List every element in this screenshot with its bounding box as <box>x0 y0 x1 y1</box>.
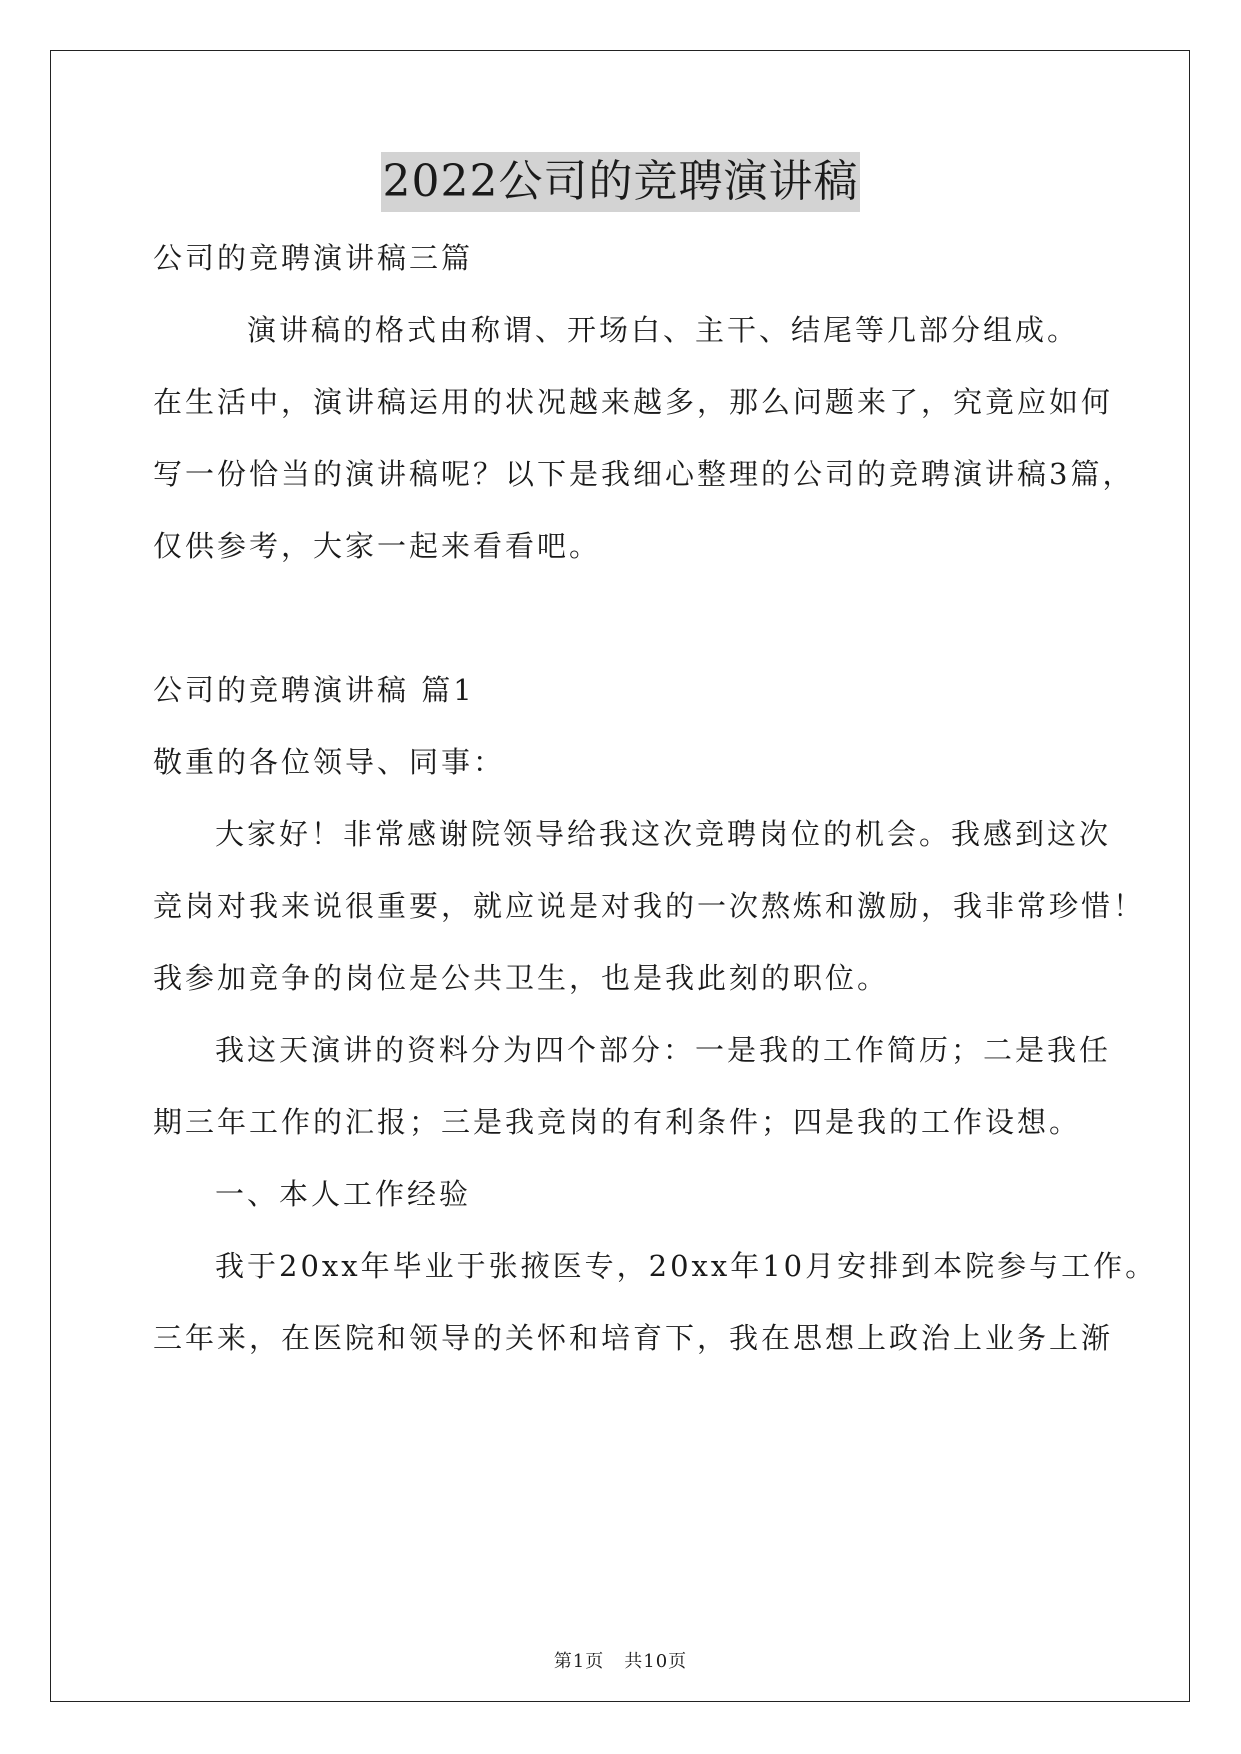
paragraph-line: 写一份恰当的演讲稿呢？以下是我细心整理的公司的竞聘演讲稿3篇， <box>153 457 1135 491</box>
paragraph-line: 竞岗对我来说很重要，就应说是对我的一次熬炼和激励，我非常珍惜！ <box>153 889 1146 923</box>
title-container <box>0 152 1241 212</box>
paragraph-line: 我这天演讲的资料分为四个部分：一是我的工作简历；二是我任 <box>215 1033 1112 1067</box>
document-title: 2022公司的竞聘演讲稿 <box>381 152 861 212</box>
page-border <box>50 50 1190 1702</box>
paragraph-line: 演讲稿的格式由称谓、开场白、主干、结尾等几部分组成。 <box>247 313 1080 347</box>
paragraph-line: 期三年工作的汇报；三是我竞岗的有利条件；四是我的工作设想。 <box>153 1105 1082 1139</box>
page-number-total: 共10页 <box>624 1651 688 1672</box>
paragraph-line: 在生活中，演讲稿运用的状况越来越多，那么问题来了，究竟应如何 <box>153 385 1114 419</box>
paragraph-line: 大家好！非常感谢院领导给我这次竞聘岗位的机会。我感到这次 <box>215 817 1112 851</box>
page-footer <box>0 1650 1241 1674</box>
paragraph-line: 我参加竞争的岗位是公共卫生，也是我此刻的职位。 <box>153 961 890 995</box>
salutation-line: 敬重的各位领导、同事： <box>153 745 506 779</box>
section-heading: 公司的竞聘演讲稿 篇1 <box>153 673 475 707</box>
subsection-heading: 一、本人工作经验 <box>215 1177 472 1211</box>
paragraph-line: 我于20xx年毕业于张掖医专，20xx年10月安排到本院参与工作。 <box>215 1249 1158 1283</box>
paragraph-line: 仅供参考，大家一起来看看吧。 <box>153 529 602 563</box>
paragraph-line: 三年来，在医院和领导的关怀和培育下，我在思想上政治上业务上渐 <box>153 1321 1114 1355</box>
document-subtitle: 公司的竞聘演讲稿三篇 <box>153 241 474 275</box>
page-number-current: 第1页 <box>553 1651 605 1672</box>
